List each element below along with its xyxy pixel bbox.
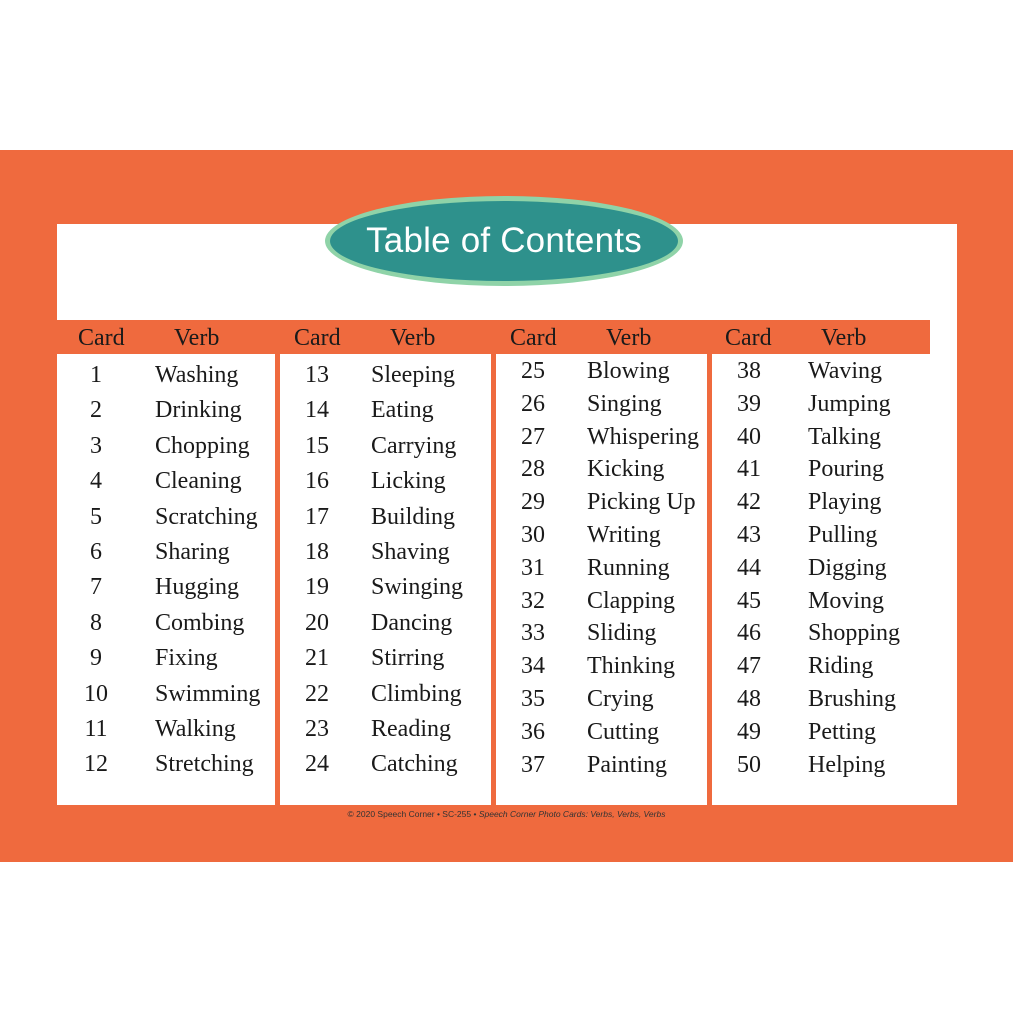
- table-row: [496, 391, 707, 421]
- table-row: [57, 716, 275, 746]
- card-number: 9: [90, 645, 102, 672]
- card-number: 13: [305, 362, 329, 388]
- table-row: [280, 645, 491, 675]
- card-number: 35: [521, 686, 545, 712]
- verb-label: Whispering: [587, 423, 699, 450]
- table-row: [57, 645, 275, 675]
- verb-label: Shaving: [371, 539, 450, 565]
- header-verb-1: Verb: [174, 325, 220, 351]
- table-row: [57, 539, 275, 569]
- card-number: 29: [521, 489, 545, 516]
- header-card-2: Card: [294, 325, 341, 351]
- card-number: 7: [90, 574, 102, 601]
- table-column-2: [280, 354, 491, 805]
- table-row: [712, 752, 930, 782]
- card-number: 32: [521, 587, 545, 614]
- verb-label: Riding: [808, 653, 874, 680]
- table-row: [280, 362, 491, 392]
- table-row: [280, 751, 491, 781]
- verb-label: Drinking: [155, 397, 242, 424]
- verb-label: Fixing: [155, 645, 218, 672]
- card-number: 1: [90, 362, 102, 388]
- header-verb-4: Verb: [821, 325, 867, 351]
- table-row: [280, 574, 491, 604]
- card-number: 15: [305, 432, 329, 459]
- card-number: 37: [521, 751, 545, 778]
- verb-label: Playing: [808, 489, 882, 516]
- table-row: [496, 456, 707, 486]
- page-title: Table of Contents: [366, 221, 642, 260]
- card-number: 5: [90, 503, 102, 530]
- table-row: [496, 424, 707, 454]
- verb-label: Writing: [587, 522, 661, 548]
- card-number: 31: [521, 554, 545, 581]
- verb-label: Hugging: [155, 574, 239, 601]
- verb-label: Eating: [371, 397, 434, 424]
- verb-label: Washing: [155, 362, 239, 388]
- verb-label: Sliding: [587, 620, 657, 647]
- verb-label: Dancing: [371, 609, 453, 636]
- header-verb-2: Verb: [390, 325, 436, 351]
- title-badge: [325, 196, 683, 286]
- card-number: 47: [737, 653, 761, 680]
- card-number: 10: [84, 680, 108, 707]
- table-row: [712, 620, 930, 650]
- card-number: 26: [521, 390, 545, 417]
- table-row: [57, 397, 275, 427]
- table-row: [280, 539, 491, 569]
- table-row: [280, 504, 491, 534]
- card-number: 30: [521, 522, 545, 548]
- verb-label: Pulling: [808, 522, 878, 548]
- header-card-1: Card: [78, 325, 125, 351]
- header-card-3: Card: [510, 325, 557, 351]
- card-number: 23: [305, 716, 329, 742]
- table-row: [57, 751, 275, 781]
- verb-label: Licking: [371, 468, 446, 495]
- card-number: 18: [305, 539, 329, 565]
- footer-copyright: [0, 809, 1013, 819]
- card-number: 50: [737, 751, 761, 778]
- verb-label: Painting: [587, 751, 668, 778]
- card-number: 2: [90, 397, 102, 424]
- verb-label: Moving: [808, 587, 885, 614]
- table-row: [280, 397, 491, 427]
- table-row: [712, 653, 930, 683]
- table-row: [712, 686, 930, 716]
- card-number: 3: [90, 432, 102, 459]
- verb-label: Swimming: [155, 680, 261, 707]
- table-column-4: [712, 354, 930, 805]
- table-row: [712, 391, 930, 421]
- verb-label: Stretching: [155, 751, 254, 778]
- header-verb-3: Verb: [606, 325, 652, 351]
- table-row: [712, 555, 930, 585]
- table-row: [496, 358, 707, 388]
- table-row: [496, 653, 707, 683]
- card-number: 24: [305, 751, 329, 778]
- table-row: [496, 522, 707, 552]
- verb-label: Building: [371, 503, 456, 530]
- card-number: 20: [305, 609, 329, 636]
- verb-label: Digging: [808, 554, 887, 581]
- card-number: 28: [521, 456, 545, 483]
- card-number: 42: [737, 489, 761, 516]
- table-row: [496, 686, 707, 716]
- verb-label: Climbing: [371, 680, 462, 707]
- verb-label: Carrying: [371, 432, 457, 459]
- card-number: 17: [305, 503, 329, 530]
- verb-label: Petting: [808, 718, 877, 745]
- table-row: [57, 468, 275, 498]
- verb-label: Kicking: [587, 456, 665, 483]
- table-row: [280, 681, 491, 711]
- card-number: 44: [737, 554, 761, 581]
- verb-label: Cutting: [587, 718, 660, 745]
- table-row: [280, 610, 491, 640]
- verb-label: Jumping: [808, 390, 891, 417]
- verb-label: Shopping: [808, 620, 901, 647]
- table-row: [280, 433, 491, 463]
- footer-product: Speech Corner Photo Cards: Verbs, Verbs, Verbs: [478, 809, 666, 819]
- table-row: [496, 719, 707, 749]
- verb-label: Clapping: [587, 587, 675, 614]
- card-number: 8: [90, 609, 102, 636]
- verb-label: Stirring: [371, 645, 445, 672]
- table-row: [57, 433, 275, 463]
- verb-label: Picking Up: [587, 489, 696, 516]
- table-column-1: [57, 354, 275, 805]
- table-row: [496, 620, 707, 650]
- verb-label: Thinking: [587, 653, 675, 680]
- card-number: 22: [305, 680, 329, 707]
- table-column-3: [496, 354, 707, 805]
- table-row: [496, 752, 707, 782]
- table-row: [712, 719, 930, 749]
- verb-label: Walking: [155, 716, 236, 742]
- card-number: 36: [521, 718, 545, 745]
- verb-label: Chopping: [155, 432, 250, 459]
- table-row: [496, 555, 707, 585]
- verb-label: Talking: [808, 423, 881, 450]
- table-row: [57, 504, 275, 534]
- card-number: 40: [737, 423, 761, 450]
- verb-label: Reading: [371, 716, 451, 742]
- verb-label: Sharing: [155, 539, 230, 565]
- card-number: 38: [737, 358, 761, 384]
- table-row: [57, 362, 275, 392]
- verb-label: Swinging: [371, 574, 464, 601]
- table-row: [57, 610, 275, 640]
- card-number: 33: [521, 620, 545, 647]
- card-number: 46: [737, 620, 761, 647]
- table-row: [712, 489, 930, 519]
- table-header: [57, 320, 930, 354]
- card-number: 16: [305, 468, 329, 495]
- card-number: 6: [90, 539, 102, 565]
- table-row: [280, 468, 491, 498]
- table-row: [496, 489, 707, 519]
- table-row: [496, 588, 707, 618]
- card-number: 45: [737, 587, 761, 614]
- header-card-4: Card: [725, 325, 772, 351]
- verb-label: Catching: [371, 751, 458, 778]
- card-number: 19: [305, 574, 329, 601]
- card-number: 25: [521, 358, 545, 384]
- card-number: 49: [737, 718, 761, 745]
- card-number: 34: [521, 653, 545, 680]
- table-row: [712, 522, 930, 552]
- card-number: 43: [737, 522, 761, 548]
- verb-label: Waving: [808, 358, 883, 384]
- table-row: [57, 574, 275, 604]
- verb-label: Combing: [155, 609, 245, 636]
- card-number: 27: [521, 423, 545, 450]
- verb-label: Pouring: [808, 456, 885, 483]
- card-number: 4: [90, 468, 102, 495]
- card-number: 14: [305, 397, 329, 424]
- verb-label: Scratching: [155, 503, 258, 530]
- table-row: [712, 424, 930, 454]
- verb-label: Blowing: [587, 358, 670, 384]
- card-number: 11: [84, 716, 108, 742]
- title-pill: [330, 201, 678, 281]
- verb-label: Brushing: [808, 686, 897, 712]
- footer-text: © 2020 Speech Corner • SC-255 •: [347, 809, 479, 819]
- verb-label: Helping: [808, 751, 886, 778]
- card-number: 39: [737, 390, 761, 417]
- table-row: [712, 456, 930, 486]
- table-row: [712, 588, 930, 618]
- verb-label: Running: [587, 554, 670, 581]
- verb-label: Sleeping: [371, 362, 455, 388]
- verb-label: Cleaning: [155, 468, 242, 495]
- card-number: 12: [84, 751, 108, 778]
- card-number: 21: [305, 645, 329, 672]
- card-number: 48: [737, 686, 761, 712]
- table-row: [712, 358, 930, 388]
- verb-label: Crying: [587, 686, 654, 712]
- table-row: [57, 681, 275, 711]
- verb-label: Singing: [587, 390, 662, 417]
- card-number: 41: [737, 456, 761, 483]
- table-row: [280, 716, 491, 746]
